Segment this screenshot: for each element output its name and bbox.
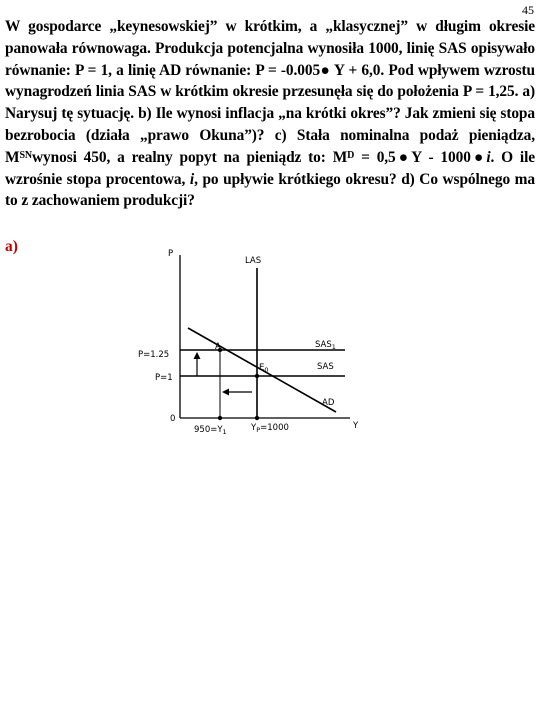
yp-label-tail: =1000 <box>260 423 289 433</box>
problem-text-part-5: Y - 1000 <box>411 148 471 166</box>
problem-text-part-1: W gospodarce „keynesowskiej” w krótkim, a „klasycznej” w długim okresie panowała równowaga. Produkcja potencjalna wynosiła 1000, linię SAS opisywało równanie: P = 1, a linię AD równanie: P = -0.005 <box>5 18 535 79</box>
multiplication-dot-icon: ● <box>470 148 487 166</box>
y1-label <box>194 425 227 436</box>
ad-label: AD <box>322 398 335 408</box>
problem-text-part-6: . O ile wzrośnie stopa procentowa, <box>5 148 535 188</box>
point-a-label: A <box>215 342 221 352</box>
problem-text-part-7: , po upływie krótkiego okresu? d) Co wspólnego ma to z zachowaniem produkcji? <box>5 170 536 210</box>
axis-x-label: Y <box>353 421 359 431</box>
point-e0-label <box>259 363 269 374</box>
origin-label: 0 <box>170 414 176 424</box>
sas1-label-main: SAS <box>315 340 332 350</box>
sas-label: SAS <box>317 362 334 372</box>
las-label: LAS <box>245 256 262 266</box>
yp-label-sub: P <box>256 426 261 434</box>
sas1-label-sub: 1 <box>331 343 336 351</box>
sas1-label <box>315 340 336 351</box>
problem-text-part-3: wynosi 450, a realny popyt na pieniądz to: M <box>32 148 348 166</box>
point-y1-dot <box>218 416 222 420</box>
point-e0-label-sub: 0 <box>264 366 269 374</box>
shift-arrow-head <box>194 352 201 359</box>
part-a-label: a) <box>5 238 18 255</box>
yp-label <box>250 423 289 434</box>
point-e0-dot <box>255 374 259 378</box>
multiplication-dot-icon: ● <box>320 61 331 79</box>
problem-text-part-4: = 0,5 <box>354 148 396 166</box>
point-yp-dot <box>255 416 259 420</box>
interest-rate-variable: i <box>486 148 491 166</box>
interest-rate-variable: i <box>189 170 195 188</box>
page-number: 45 <box>522 3 534 17</box>
p1-label: P=1 <box>155 373 173 383</box>
yp-label-main: Y <box>251 423 257 433</box>
superscript-sn: SN <box>19 149 33 161</box>
p125-label: P=1.25 <box>138 350 170 360</box>
y1-label-main: 950=Y <box>194 425 223 435</box>
output-arrow-head <box>222 389 229 396</box>
problem-text-part-2: Y + 6,0. Pod wpływem wzrostu wynagrodzeń linia SAS w krótkim okresie przesunęła się do położenia P = 1,25. a) Narysuj tę sytuację. b) Ile wynosi inflacja „na krótki okres”? Jak zmieni się stopa bezrobocia (działa „prawo Okuna”)? c) Stała nominalna podaż pieniądza, M <box>5 61 536 166</box>
point-e0-label-main: E <box>259 363 265 373</box>
axis-y-label: P <box>168 249 174 259</box>
y1-label-sub: 1 <box>222 428 227 436</box>
superscript-d: D <box>347 149 355 161</box>
multiplication-dot-icon: ● <box>395 148 412 166</box>
